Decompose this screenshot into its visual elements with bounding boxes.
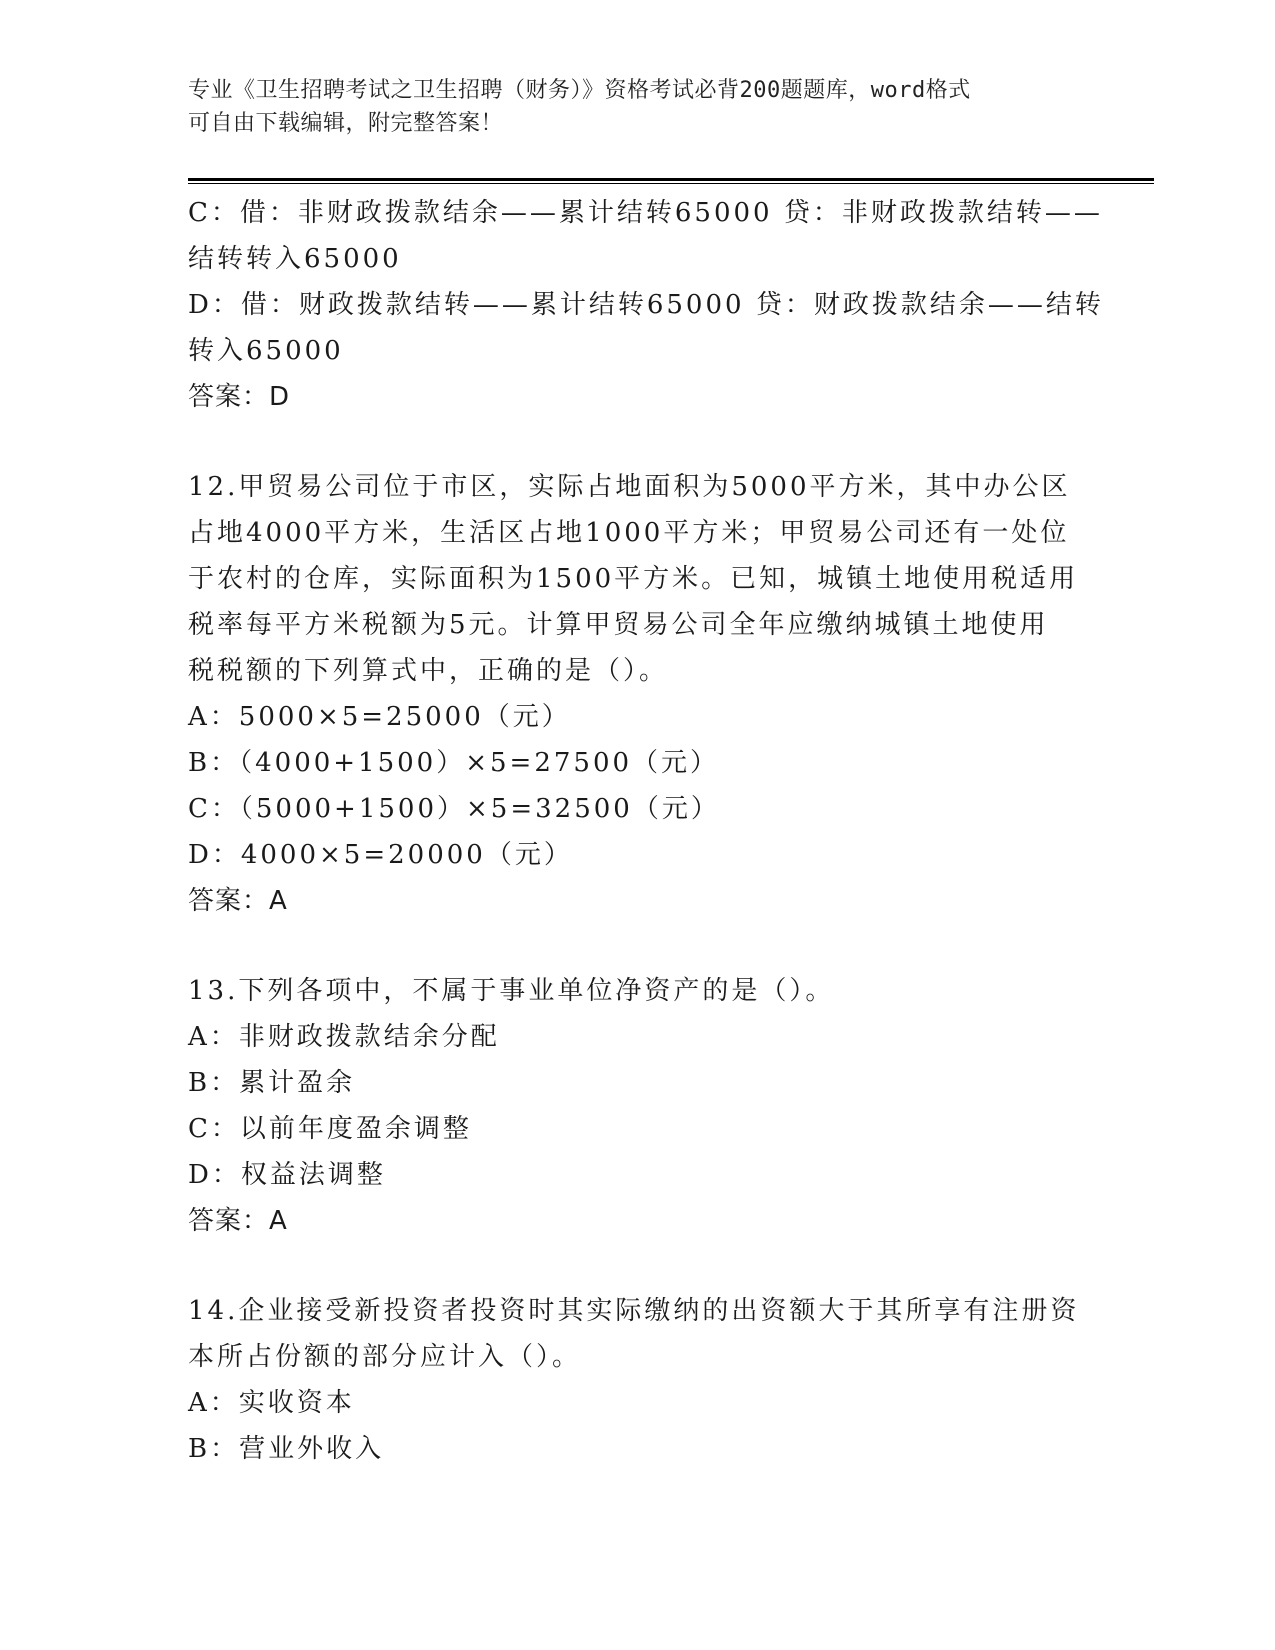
option-c: C：（5000+1500）×5=32500（元） [188, 794, 720, 824]
option-d: D：4000×5=20000（元） [188, 840, 573, 870]
option-c-line: C：借：非财政拨款结余——累计结转65000 贷：非财政拨款结转—— [188, 198, 1103, 228]
question-stem-line: 税税额的下列算式中，正确的是（）。 [188, 656, 669, 686]
option-c-line: 结转转入65000 [188, 244, 402, 274]
question-11 [188, 190, 1104, 420]
question-stem-line: 占地4000平方米，生活区占地1000平方米；甲贸易公司还有一处位 [188, 518, 1070, 548]
option-b: B：营业外收入 [188, 1434, 385, 1464]
option-b: B：累计盈余 [188, 1068, 356, 1098]
question-13 [188, 968, 1078, 1244]
header-line: 专业《卫生招聘考试之卫生招聘（财务）》资格考试必背200题题库，word格式 [188, 78, 971, 103]
header-divider-thin [188, 183, 1154, 184]
question-stem-line: 本所占份额的部分应计入（）。 [188, 1342, 582, 1372]
question-14 [188, 1288, 1078, 1472]
option-c: C：以前年度盈余调整 [188, 1114, 472, 1144]
question-stem-line: 于农村的仓库，实际面积为1500平方米。已知，城镇土地使用税适用 [188, 564, 1079, 594]
question-12 [188, 464, 1078, 924]
question-stem-line: 14.企业接受新投资者投资时其实际缴纳的出资额大于其所享有注册资 [188, 1296, 1080, 1326]
document-header [188, 74, 1068, 140]
option-b: B：（4000+1500）×5=27500（元） [188, 748, 720, 778]
question-stem-line: 13.下列各项中，不属于事业单位净资产的是（）。 [188, 976, 835, 1006]
answer-line: 答案：D [188, 382, 291, 412]
option-a: A：实收资本 [188, 1388, 355, 1418]
option-d-line: 转入65000 [188, 336, 344, 366]
option-a: A：5000×5=25000（元） [188, 702, 571, 732]
option-a: A：非财政拨款结余分配 [188, 1022, 500, 1052]
option-d-line: D：借：财政拨款结转——累计结转65000 贷：财政拨款结余——结转 [188, 290, 1104, 320]
header-line: 可自由下载编辑，附完整答案！ [188, 111, 504, 136]
answer-line: 答案：A [188, 1206, 288, 1236]
question-stem-line: 12.甲贸易公司位于市区，实际占地面积为5000平方米，其中办公区 [188, 472, 1071, 502]
option-d: D：权益法调整 [188, 1160, 386, 1190]
question-stem-line: 税率每平方米税额为5元。计算甲贸易公司全年应缴纳城镇土地使用 [188, 610, 1049, 640]
document-body [188, 190, 1104, 1472]
header-divider [188, 178, 1154, 181]
answer-line: 答案：A [188, 886, 288, 916]
